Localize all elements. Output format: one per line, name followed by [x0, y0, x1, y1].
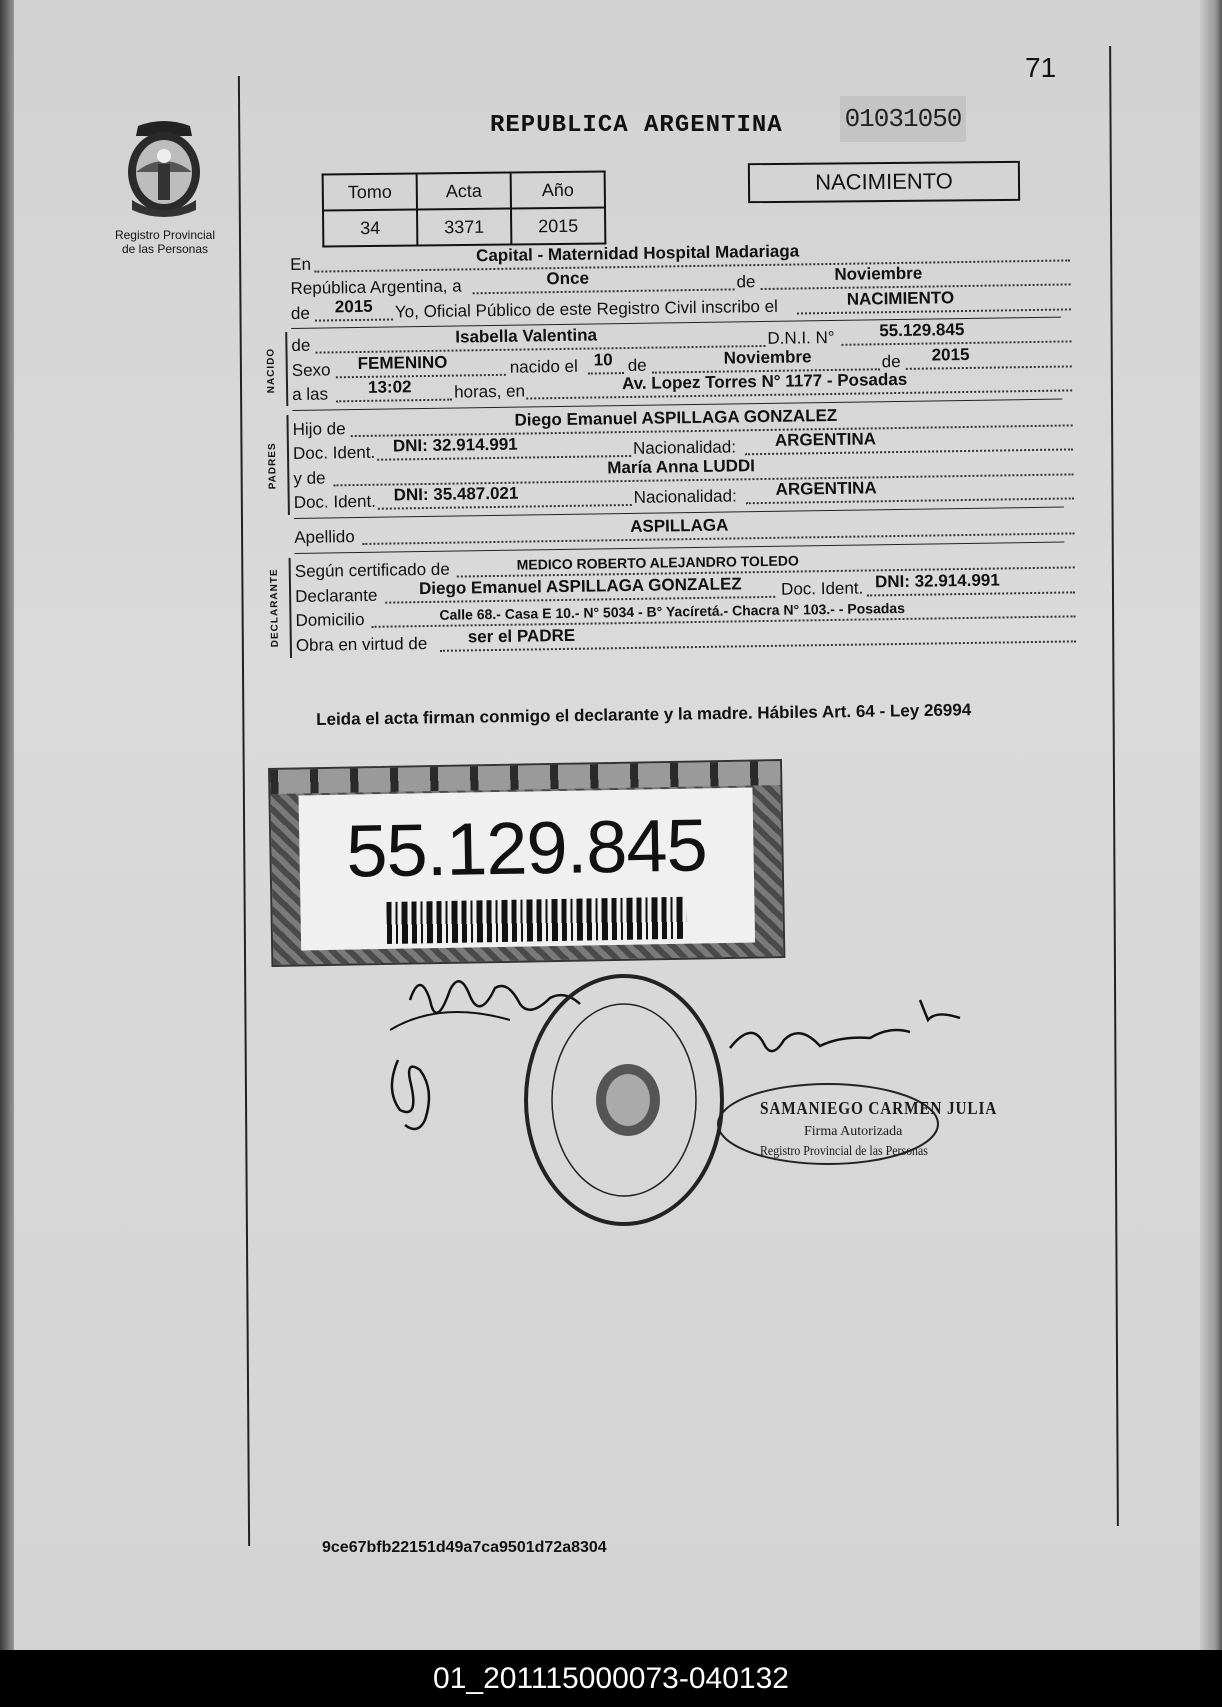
label-declarante: Declarante	[294, 585, 378, 606]
record-type-box: NACIMIENTO	[748, 161, 1020, 203]
value-declarante: Diego Emanuel ASPILLAGA GONZALEZ	[418, 573, 742, 598]
table-row	[323, 172, 605, 211]
value-nac-mes: Noviembre	[723, 346, 812, 368]
value-madre-nac: ARGENTINA	[775, 478, 877, 499]
value-domicilio: Calle 68.- Casa E 10.- N° 5034 - B° Yacíretá.- Chacra N° 103.- - Posadas	[439, 599, 906, 623]
birth-record-form	[265, 238, 1076, 655]
label-dni: D.N.I. N°	[767, 327, 835, 348]
value-declarante-doc: DNI: 32.914.991	[874, 570, 1000, 591]
table-row	[323, 208, 605, 247]
dni-sticker	[268, 759, 785, 967]
label-sexo: Sexo	[291, 359, 331, 380]
value-mes: Noviembre	[834, 263, 923, 284]
reference-table	[322, 171, 607, 248]
label-domicilio: Domicilio	[295, 609, 365, 630]
value-dni: 55.129.845	[879, 320, 965, 341]
label-en: En	[290, 254, 312, 274]
value-apellido: ASPILLAGA	[629, 515, 729, 536]
signer-registry: Registro Provincial de las Personas	[760, 1144, 928, 1159]
section-label-declarante: DECLARANTE	[268, 568, 281, 648]
value-dia: Once	[546, 268, 590, 289]
value-nac-dia: 10	[593, 349, 613, 370]
label-hijo-de: Hijo de	[292, 418, 346, 439]
label-doc-ident-2: Doc. Ident.	[293, 491, 377, 512]
label-yo-oficial: Yo, Oficial Público de este Registro Civil inscribo el	[394, 296, 779, 321]
signature-declarante-icon	[410, 981, 580, 1013]
document-hash: 9ce67bfb22151d49a7ca9501d72a8304	[322, 1539, 607, 1556]
label-obra-en-virtud: Obra en virtud de	[295, 633, 428, 655]
value-nombre: Isabella Valentina	[455, 325, 598, 347]
value-madre-doc: DNI: 35.487.021	[393, 483, 519, 505]
label-de-nombre: de	[291, 335, 311, 355]
label-apellido: Apellido	[294, 526, 355, 547]
value-obra: ser el PADRE	[467, 625, 576, 646]
value-madre: María Anna LUDDI	[607, 455, 756, 477]
label-doc-ident: Doc. Ident.	[292, 442, 376, 463]
value-anio: 2015	[511, 208, 605, 245]
value-lugar-nac: Av. Lopez Torres N° 1177 - Posadas	[621, 369, 908, 394]
label-a-las: a las	[292, 384, 329, 404]
label-nacionalidad-2: Nacionalidad:	[633, 486, 737, 507]
value-padre-doc: DNI: 32.914.991	[392, 434, 518, 456]
section-nacido	[265, 320, 1072, 405]
signer-title: Firma Autorizada	[804, 1124, 903, 1139]
label-de3: de	[881, 351, 901, 371]
value-tomo: 34	[323, 209, 417, 246]
barcode-icon	[386, 897, 687, 944]
header-anio: Año	[511, 172, 605, 209]
value-hora: 13:02	[367, 377, 412, 397]
value-padre-nac: ARGENTINA	[774, 429, 877, 450]
label-horas-en: horas, en	[453, 381, 526, 402]
signature-madre-icon	[392, 1060, 429, 1129]
serial-number: 01031050	[840, 96, 966, 142]
label-de: de	[736, 272, 756, 292]
label-de2: de	[627, 355, 647, 375]
closing-text: Leida el acta firman conmigo el declarante y la madre. Hábiles Art. 64 - Ley 26994	[316, 700, 972, 729]
sticker-number: 55.129.845	[345, 803, 708, 893]
value-acta: 3371	[417, 209, 511, 246]
section-padres	[266, 403, 1073, 513]
label-republica: República Argentina, a	[290, 276, 462, 298]
label-doc-ident-3: Doc. Ident.	[780, 578, 864, 599]
scan-id-bar: 01_201115000073-040132	[0, 1650, 1222, 1707]
value-certificado: MEDICO ROBERTO ALEJANDRO TOLEDO	[516, 552, 799, 573]
header-acta: Acta	[417, 173, 511, 210]
label-de-year: de	[290, 303, 310, 323]
section-label-nacido: NACIDO	[265, 346, 278, 393]
signer-name: SAMANIEGO CARMEN JULIA	[760, 1098, 998, 1118]
country-heading: REPUBLICA ARGENTINA	[490, 112, 783, 139]
label-nacido-el: nacido el	[509, 356, 578, 377]
section-declarante	[268, 546, 1076, 656]
signature-oficial-icon	[730, 1000, 960, 1051]
value-nac-anio: 2015	[931, 344, 970, 364]
label-y-de: y de	[293, 467, 326, 488]
label-segun-certificado: Según certificado de	[294, 559, 450, 581]
value-tipo: NACIMIENTO	[846, 287, 955, 309]
section-label-padres: PADRES	[266, 442, 279, 490]
misiones-coat-of-arms-icon	[118, 120, 210, 220]
official-seal-icon	[526, 976, 722, 1224]
value-padre: Diego Emanuel ASPILLAGA GONZALEZ	[514, 405, 838, 430]
page-number: 71	[1025, 52, 1057, 83]
value-sexo: FEMENINO	[357, 352, 448, 373]
value-lugar: Capital - Maternidad Hospital Madariaga	[475, 240, 800, 265]
header-tomo: Tomo	[323, 173, 417, 210]
label-nacionalidad: Nacionalidad:	[632, 437, 737, 458]
value-anio: 2015	[334, 296, 373, 316]
scan-edge-right	[1200, 0, 1222, 1650]
registry-name: Registro Provincial de las Personas	[114, 228, 216, 256]
